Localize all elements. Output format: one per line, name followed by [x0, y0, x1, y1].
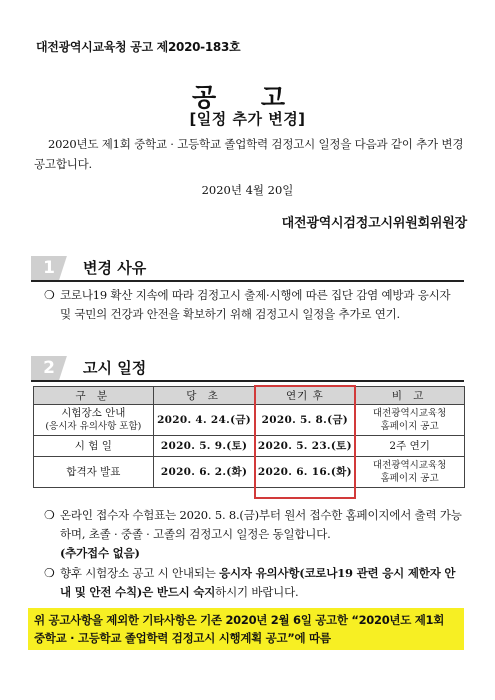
page-title: 공 고	[191, 83, 303, 112]
future-notice-suffix: 하시기 바랍니다.	[215, 585, 299, 599]
section-number-badge: 2	[31, 356, 67, 380]
item-line: (응시자 유의사항 포함)	[45, 421, 142, 432]
online-notice	[44, 506, 464, 563]
notice-number: 대전광역시교육청 공고 제2020-183호	[36, 40, 241, 54]
remark-line: 대전광역시교육청	[372, 408, 447, 419]
page-subtitle: [일정 추가 변경]	[189, 110, 306, 128]
remark-line: 홈페이지 공고	[380, 473, 439, 484]
future-notice-prefix: 향후 시험장소 공고 시 안내되는	[60, 566, 220, 580]
remark-line: 홈페이지 공고	[380, 421, 439, 432]
column-header: 비 고	[355, 387, 465, 405]
postponed-date-cell: 2020. 6. 16.(화)	[255, 457, 355, 488]
item-cell: 합격자 발표	[34, 457, 154, 488]
footer-text: 위 공고사항을 제외한 기타사항은 기존 2020년 2월 6일 공고한 “2020년도 제1회 중학교 · 고등학교 졸업학력 검정고시 시행계획 공고”에 따름	[34, 613, 445, 645]
footer-highlight-box	[28, 608, 464, 650]
remark-cell: 2주 연기	[355, 436, 465, 457]
section-heading-1	[31, 256, 464, 282]
section-underline	[31, 380, 464, 382]
intro-paragraph: 2020년도 제1회 중학교 · 고등학교 졸업학력 검정고시 일정을 다음과 같이 추가 변경 공고합니다.	[34, 137, 464, 171]
remark-cell	[355, 457, 465, 488]
section-label: 고시 일정	[83, 359, 147, 377]
bullet-marker: ❍	[44, 288, 55, 302]
item-line: 시험장소 안내	[61, 407, 126, 419]
future-notice-emphasis: 응시자 유의사항(코로나19 관련 응시 제한자 안내 및 안전 수칙)은 반드시 숙지	[60, 566, 456, 599]
reason-text: 코로나19 확산 지속에 따라 검정고시 출제·시행에 따른 집단 감염 예방과 응시자 및 국민의 건강과 안전을 확보하기 위해 검정고시 일정을 추가로 연기.	[60, 288, 451, 321]
original-date-cell: 2020. 6. 2.(화)	[153, 457, 255, 488]
section-label: 변경 사유	[83, 259, 147, 277]
table-header-row	[34, 387, 465, 405]
signer: 대전광역시검정고시위원회위원장	[281, 216, 467, 231]
table-row	[34, 457, 465, 488]
table-row	[34, 436, 465, 457]
section-number-badge: 1	[31, 256, 67, 280]
item-cell	[34, 405, 154, 436]
original-date-cell: 2020. 4. 24.(금)	[153, 405, 255, 436]
postponed-date-cell: 2020. 5. 8.(금)	[255, 405, 355, 436]
remark-line: 대전광역시교육청	[372, 460, 447, 471]
table-row	[34, 405, 465, 436]
bullet-marker: ❍	[44, 566, 55, 580]
postponed-date-cell: 2020. 5. 23.(토)	[255, 436, 355, 457]
section-heading-2	[31, 356, 464, 382]
online-notice-text: 온라인 접수자 수험표는 2020. 5. 8.(금)부터 원서 접수한 홈페이지에서 출력 가능하며, 초졸 · 중졸 · 고졸의 검정고시 일정은 동일합니다.	[60, 508, 462, 541]
bullet-marker: ❍	[44, 508, 55, 522]
notice-date: 2020년 4월 20일	[201, 183, 294, 197]
future-notice	[44, 564, 464, 602]
column-header: 당 초	[153, 387, 255, 405]
column-header: 구 분	[34, 387, 154, 405]
remark-cell	[355, 405, 465, 436]
item-cell: 시 험 일	[34, 436, 154, 457]
column-header: 연기 후	[255, 387, 355, 405]
no-additional-text: (추가접수 없음)	[60, 546, 140, 560]
original-date-cell: 2020. 5. 9.(토)	[153, 436, 255, 457]
reason-bullet	[44, 286, 464, 324]
schedule-table	[33, 386, 465, 488]
section-underline	[31, 280, 464, 282]
